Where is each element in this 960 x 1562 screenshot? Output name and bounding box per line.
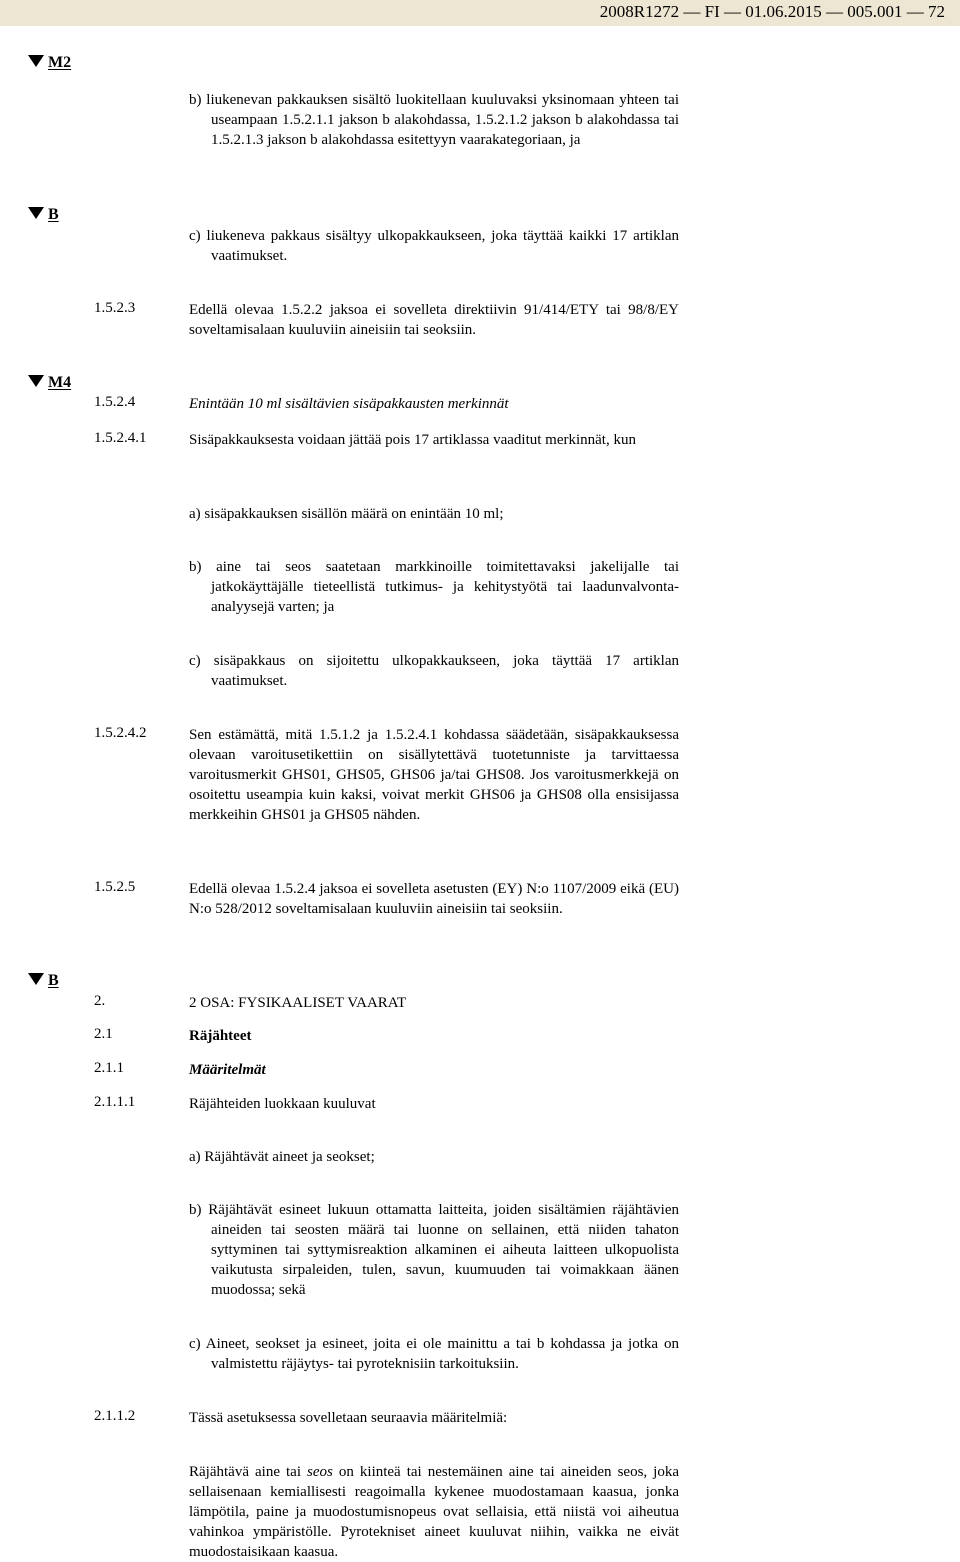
section-number: 2.1.1 (94, 1060, 124, 1076)
amendment-marker-m4: M4 (28, 374, 71, 392)
section-text: Edellä olevaa 1.5.2.2 jaksoa ei sovelleta direktiivin 91/414/ETY tai 98/8/EY soveltamisalaan kuuluviin aineisiin tai seoksiin. (189, 302, 679, 338)
part-number: 2. (94, 993, 106, 1009)
section-text: Räjähteiden luokkaan kuuluvat (189, 1096, 376, 1112)
list-item-c: c) Aineet, seokset ja esineet, joita ei ole mainittu a tai b kohdassa ja jotka on valmistettu räjäytys- tai pyroteknisiin tarkoituksiin. (189, 1336, 679, 1372)
part-title: 2 OSA: FYSIKAALISET VAARAT (189, 995, 407, 1011)
triangle-down-icon (28, 207, 44, 219)
section-number: 2.1 (94, 1026, 113, 1042)
section-text: Tässä asetuksessa sovelletaan seuraavia määritelmiä: (189, 1410, 508, 1426)
list-item-c: c) sisäpakkaus on sijoitettu ulkopakkaukseen, joka täyttää 17 artiklan vaatimukset. (189, 653, 679, 689)
section-heading: Enintään 10 ml sisältävien sisäpakkausten merkinnät (189, 396, 509, 412)
section-number: 1.5.2.3 (94, 300, 136, 316)
amendment-marker-b: B (28, 972, 59, 990)
section-number: 1.5.2.5 (94, 879, 136, 895)
list-item-c: c) liukeneva pakkaus sisältyy ulkopakkaukseen, joka täyttää kaikki 17 artiklan vaatimukset. (189, 228, 679, 264)
page-header-bar (0, 0, 960, 26)
section-heading: Määritelmät (189, 1062, 266, 1078)
section-number: 1.5.2.4 (94, 394, 136, 410)
section-number: 2.1.1.2 (94, 1408, 136, 1424)
list-item-b: b) Räjähtävät esineet lukuun ottamatta laitteita, joiden sisältämien räjähtävien aineiden tai seosten määrä tai luonne on sellainen, että niiden tahaton syttyminen tai syttymisreaktion alkaminen ei aiheuta laitteen ulkopuolista vaikutusta sirpaleiden, tulen, savun, kuumuuden tai voimakkaan äänen muodossa; sekä (189, 1202, 679, 1298)
section-number: 1.5.2.4.1 (94, 430, 147, 446)
amendment-marker-m2: M2 (28, 54, 71, 72)
definition-paragraph: Räjähtävä aine tai seos on kiinteä tai nestemäinen aine tai aineiden seos, joka sellaisenaan kemiallisesti reagoimalla kykenee muodostamaan kaasua, jonka lämpötila, paine ja muodostumisnopeus ovat sellaisia, että niistä voi aiheutua vahinkoa ympäristölle. Pyrotekniset aineet kuuluvat niihin, vaikka ne eivät muodostaisikaan kaasua. (189, 1464, 679, 1560)
list-item-b: b) aine tai seos saatetaan markkinoille toimitettavaksi jakelijalle tai jatkokäyttäjälle tieteellistä tutkimus- ja kehitystyötä tai laadunvalvonta-analyysejä varten; ja (189, 559, 679, 615)
list-item-b: b) liukenevan pakkauksen sisältö luokitellaan kuuluvaksi yksinomaan yhteen tai useampaan 1.5.2.1.1 jakson b alakohdassa, 1.5.2.1.2 jakson b alakohdassa tai 1.5.2.1.3 jakson b alakohdassa esitettyyn vaarakategoriaan, ja (189, 92, 679, 148)
list-item-a: a) Räjähtävät aineet ja seokset; (189, 1149, 375, 1165)
triangle-down-icon (28, 375, 44, 387)
amendment-marker-b: B (28, 206, 59, 224)
section-text: Sen estämättä, mitä 1.5.1.2 ja 1.5.2.4.1 kohdassa säädetään, sisäpakkauksessa olevaan varoitusetikettiin on sisällytettävä tuotetunniste ja tarvittaessa varoitusmerkit GHS01, GHS05, GHS06 ja/tai GHS08. Jos varoitusmerkkejä on osoitettu useampia kuin kaksi, voivat merkit GHS06 ja GHS08 olla ensisijassa merkkeihin GHS01 ja GHS05 nähden. (189, 727, 679, 823)
section-number: 2.1.1.1 (94, 1094, 136, 1110)
page-header: 2008R1272 — FI — 01.06.2015 — 005.001 — 72 (599, 2, 945, 21)
triangle-down-icon (28, 55, 44, 67)
section-heading: Räjähteet (189, 1028, 252, 1044)
section-text: Sisäpakkauksesta voidaan jättää pois 17 artiklassa vaaditut merkinnät, kun (189, 432, 636, 448)
section-text: Edellä olevaa 1.5.2.4 jaksoa ei sovelleta asetusten (EY) N:o 1107/2009 eikä (EU) N:o 528/2012 soveltamisalaan kuuluviin aineisiin tai seoksiin. (189, 881, 679, 917)
list-item-a: a) sisäpakkauksen sisällön määrä on enintään 10 ml; (189, 506, 504, 522)
triangle-down-icon (28, 973, 44, 985)
section-number: 1.5.2.4.2 (94, 725, 147, 741)
